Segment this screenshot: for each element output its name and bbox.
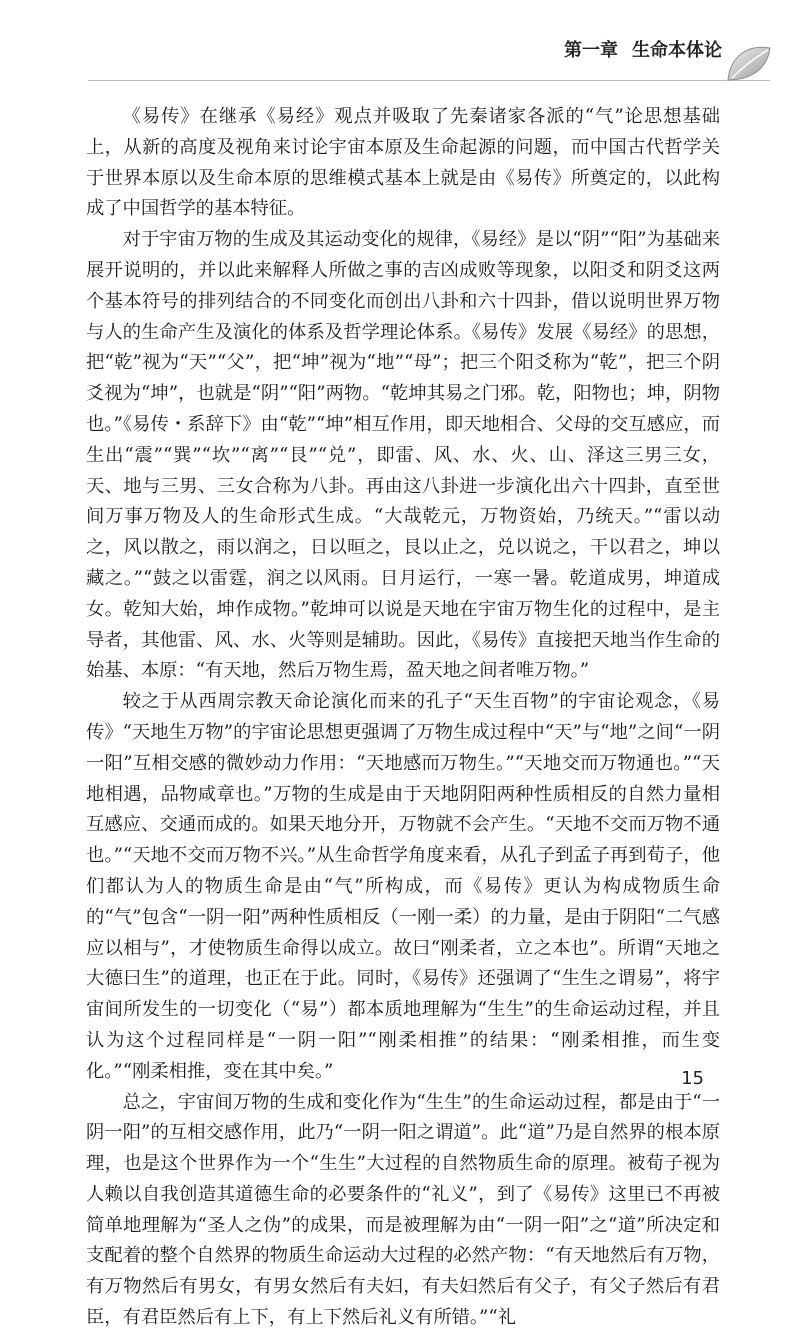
running-head: [564, 36, 722, 62]
paragraph: 总之，宇宙间万物的生成和变化作为“生生”的生命运动过程，都是由于“一阴一阳”的互相交感作用，此乃“一阴一阳之谓道”。此“道”乃是自然界的根本原理，也是这个世界作为一个“生生”大过程的自然物质生命的原理。被荀子视为人赖以自我创造其道德生命的必要条件的“礼义”，到了《易传》这里已不再被简单地理解为“圣人之伪”的成果，而是被理解为由“一阴一阳”之“道”所决定和支配着的整个自然界的物质生命运动大过程的必然产物：“有天地然后有万物，有万物然后有男女，有男女然后有夫妇，有夫妇然后有父子，有父子然后有君臣，有君臣然后有上下，有上下然后礼义有所错。”“礼: [86, 1091, 720, 1329]
page-number: 15: [681, 1068, 704, 1089]
leaf-ornament-icon: [724, 40, 774, 84]
paragraph: 《易传》在继承《易经》观点并吸取了先秦诸家各派的“气”论思想基础上，从新的高度及视角来讨论宇宙本原及生命起源的问题，而中国古代哲学关于世界本原以及生命本原的思维模式基本上就是由《易传》所奠定的，以此构成了中国哲学的基本特征。: [86, 106, 720, 220]
chapter-number: 第一章: [564, 40, 618, 61]
page-header: [0, 0, 800, 92]
body-text: [86, 102, 720, 1334]
paragraph: 对于宇宙万物的生成及其运动变化的规律，《易经》是以“阴”“阳”为基础来展开说明的，并以此来解释人所做之事的吉凶成败等现象，以阳爻和阴爻这两个基本符号的排列结合的不同变化而创出八卦和六十四卦，借以说明世界万物与人的生命产生及演化的体系及哲学理论体系。《易传》发展《易经》的思想，把“乾”视为“天”“父”，把“坤”视为“地”“母”；把三个阳爻称为“乾”，把三个阴爻视为“坤”，也就是“阴”“阳”两物。“乾坤其易之门邪。乾，阳物也；坤，阴物也。”《易传・系辞下》由“乾”“坤”相互作用，即天地相合、父母的交互感应，而生出“震”“巽”“坎”“离”“艮”“兑”，即雷、风、水、火、山、泽这三男三女，天、地与三男、三女合称为八卦。再由这八卦进一步演化出六十四卦，直至世间万事万物及人的生命形式生成。“大哉乾元，万物资始，乃统天。”“雷以动之，风以散之，雨以润之，日以晅之，艮以止之，兑以说之，干以君之，坤以藏之。”“鼓之以雷霆，润之以风雨。日月运行，一寒一暑。乾道成男，坤道成女。乾知大始，坤作成物。”乾坤可以说是天地在宇宙万物生化的过程中，是主导者，其他雷、风、水、火等则是辅助。因此，《易传》直接把天地当作生命的始基、本原：“有天地，然后万物生焉，盈天地之间者唯万物。”: [86, 229, 720, 682]
header-rule: [88, 80, 770, 81]
paragraph: 较之于从西周宗教天命论演化而来的孔子“天生百物”的宇宙论观念，《易传》“天地生万物”的宇宙论思想更强调了万物生成过程中“天”与“地”之间“一阴一阳”互相交感的微妙动力作用：“天地感而万物生。”“天地交而万物通也。”“天地相遇，品物咸章也。”万物的生成是由于天地阴阳两种性质相反的自然力量相互感应、交通而成的。如果天地分开，万物就不会产生。“天地不交而万物不通也。”“天地不交而万物不兴。”从生命哲学角度来看，从孔子到孟子再到荀子，他们都认为人的物质生命是由“气”所构成，而《易传》更认为构成物质生命的“气”包含“一阴一阳”两种性质相反（一刚一柔）的力量，是由于阴阳“二气感应以相与”，才使物质生命得以成立。故曰“刚柔者，立之本也”。所谓“天地之大德曰生”的道理，也正在于此。同时，《易传》还强调了“生生之谓易”，将宇宙间所发生的一切变化（“易”）都本质地理解为“生生”的生命运动过程，并且认为这个过程同样是“一阴一阳”“刚柔相推”的结果：“刚柔相推，而生变化。”“刚柔相推，变在其中矣。”: [86, 691, 720, 1082]
chapter-title: 生命本体论: [632, 40, 722, 61]
